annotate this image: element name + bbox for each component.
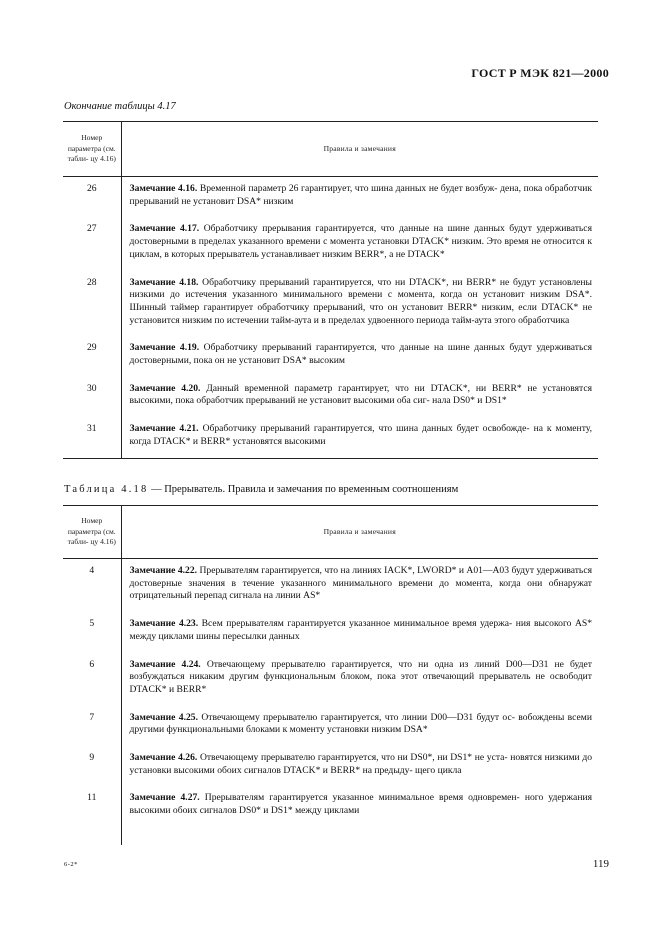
- table-row: [63, 559, 598, 613]
- row-note: [121, 336, 598, 376]
- table-row: [63, 217, 598, 270]
- row-note: [121, 653, 598, 706]
- note-title: Замечание 4.20.: [129, 382, 201, 394]
- note-title: Замечание 4.16.: [129, 183, 198, 194]
- note-text: Прерывателям гарантируется указанное минимальное время одновремен- ного удержания высокими обоих сигналов DS0* и DS1* между циклами: [129, 792, 593, 817]
- row-param-number: 26: [63, 177, 121, 218]
- table-row: [63, 653, 598, 706]
- note-title: Замечание 4.18.: [129, 276, 199, 288]
- table1-body: [63, 177, 598, 459]
- table-row: [63, 706, 598, 746]
- table-row: [63, 271, 598, 337]
- table-row: [63, 377, 598, 417]
- row-note: [121, 177, 598, 218]
- note-text: Обработчику прерываний гарантируется, что данные на шине данных будут удерживаться достоверными, пока он не установит DSA* высоким: [129, 342, 592, 367]
- row-param-number: 5: [63, 612, 121, 652]
- table2-body: [63, 559, 598, 845]
- row-param-number: 4: [63, 559, 121, 613]
- table2-caption: [64, 484, 458, 495]
- table2: [63, 505, 598, 845]
- row-param-number: 31: [63, 417, 121, 458]
- sheet-mark: 6-2*: [64, 861, 78, 868]
- row-param-number: 6: [63, 653, 121, 706]
- table1: [63, 121, 598, 459]
- row-note: [121, 417, 598, 458]
- table-row: [63, 786, 598, 826]
- note-text: Обработчику прерываний гарантируется, что ни DTACK*, ни BERR* не будут установлены низкими до истечения указанного минимального времени с момента, когда он установит низким DSA*. Шинный таймер гарантирует обработчику прерываний, что он установит BERR* низким, если DTACK* не установится низким по истечении тайм-аута и в пределах удвоенного периода тайм-аута этого обработчика: [129, 276, 592, 326]
- row-param-number: 30: [63, 377, 121, 417]
- row-note: [121, 217, 598, 270]
- document-header: ГОСТ Р МЭК 821—2000: [471, 66, 609, 80]
- row-param-number: 7: [63, 706, 121, 746]
- note-title: Замечание 4.24.: [129, 658, 201, 670]
- note-title: Замечание 4.26.: [129, 752, 198, 764]
- note-text: Отвечающему прерывателю гарантируется, что ни DS0*, ни DS1* не уста- новятся низкими до установки высокими обоих сигналов DTACK* и BERR* на предыду- щего цикла: [129, 752, 593, 776]
- note-title: Замечание 4.27.: [129, 792, 200, 804]
- table-row: [63, 177, 598, 218]
- note-text: Обработчику прерывания гарантируется, что данные на шине данных будут удерживаться достоверными в пределах указанного времени с момента установки DTACK* низким. Это время не относится к циклам, в которых прерыватель устанавливает низким BERR*, а не DTACK*: [129, 223, 592, 260]
- row-note: [121, 377, 598, 417]
- note-title: Замечание 4.25.: [129, 711, 198, 723]
- row-param-number: 27: [63, 217, 121, 270]
- table-continuation: [63, 827, 598, 845]
- note-title: Замечание 4.23.: [129, 618, 199, 630]
- row-note: [121, 746, 598, 786]
- row-note: [121, 786, 598, 826]
- note-text: Отвечающему прерывателю гарантируется, что ни одна из линий D00—D31 не будет возбуждаться никаким другим функциональным блоком, пока этот отвечающий прерыватель не освободит DTACK* и BERR*: [129, 658, 593, 695]
- row-param-number: 29: [63, 336, 121, 376]
- table-row: [63, 746, 598, 786]
- note-text: Отвечающему прерывателю гарантируется, что линии D00—D31 будут ос- вобождены всеми другими функциональными блоками к моменту установки низким DSA*: [129, 711, 592, 736]
- table1-header-rules: Правила и замечания: [121, 122, 598, 177]
- row-note: [121, 706, 598, 746]
- note-title: Замечание 4.17.: [129, 223, 200, 235]
- table2-header-rules: Правила и замечания: [121, 506, 598, 559]
- note-title: Замечание 4.22.: [129, 565, 198, 576]
- table2-header-number: Номер параметра (см. табли- цу 4.16): [63, 506, 121, 559]
- note-text: Данный временной параметр гарантирует, что ни DTACK*, ни BERR* не установятся высокими, пока обработчик прерываний не установит высокими оба сиг- нала DS0* и DS1*: [129, 382, 592, 407]
- row-param-number: 9: [63, 746, 121, 786]
- page-number: 119: [592, 858, 609, 870]
- note-title: Замечание 4.21.: [129, 423, 199, 435]
- table2-caption-text: — Прерыватель. Правила и замечания по временным соотношениям: [151, 484, 459, 495]
- table1-header-number: Номер параметра (см. табли- цу 4.16): [63, 122, 121, 177]
- note-text: Прерывателям гарантируется, что на линиях IACK*, LWORD* и A01—A03 будут удерживаться достоверные значения в течение указанного минимального времени до момента, когда они обнаружат отрицательный перепад сигнала на линии AS*: [129, 565, 592, 602]
- note-text: Временной параметр 26 гарантирует, что шина данных не будет возбуж- дена, пока обработчик прерываний не установит DSA* низким: [129, 183, 592, 207]
- row-param-number: 28: [63, 271, 121, 337]
- table-row: [63, 417, 598, 458]
- table1-caption: Окончание таблицы 4.17: [64, 101, 176, 112]
- row-param-number: 11: [63, 786, 121, 826]
- row-note: [121, 612, 598, 652]
- table2-caption-label: Таблица 4.18: [64, 484, 149, 495]
- note-text: Всем прерывателям гарантируется указанное минимальное время удержа- ния высокого AS* между циклами шины пересылки данных: [129, 618, 592, 642]
- table-row: [63, 336, 598, 376]
- note-text: Обработчику прерываний гарантируется, что шина данных будет освобожде- на к моменту, когда DTACK* и BERR* установятся высокими: [129, 423, 592, 447]
- row-note: [121, 271, 598, 337]
- row-note: [121, 559, 598, 613]
- table-row: [63, 612, 598, 652]
- note-title: Замечание 4.19.: [129, 342, 200, 354]
